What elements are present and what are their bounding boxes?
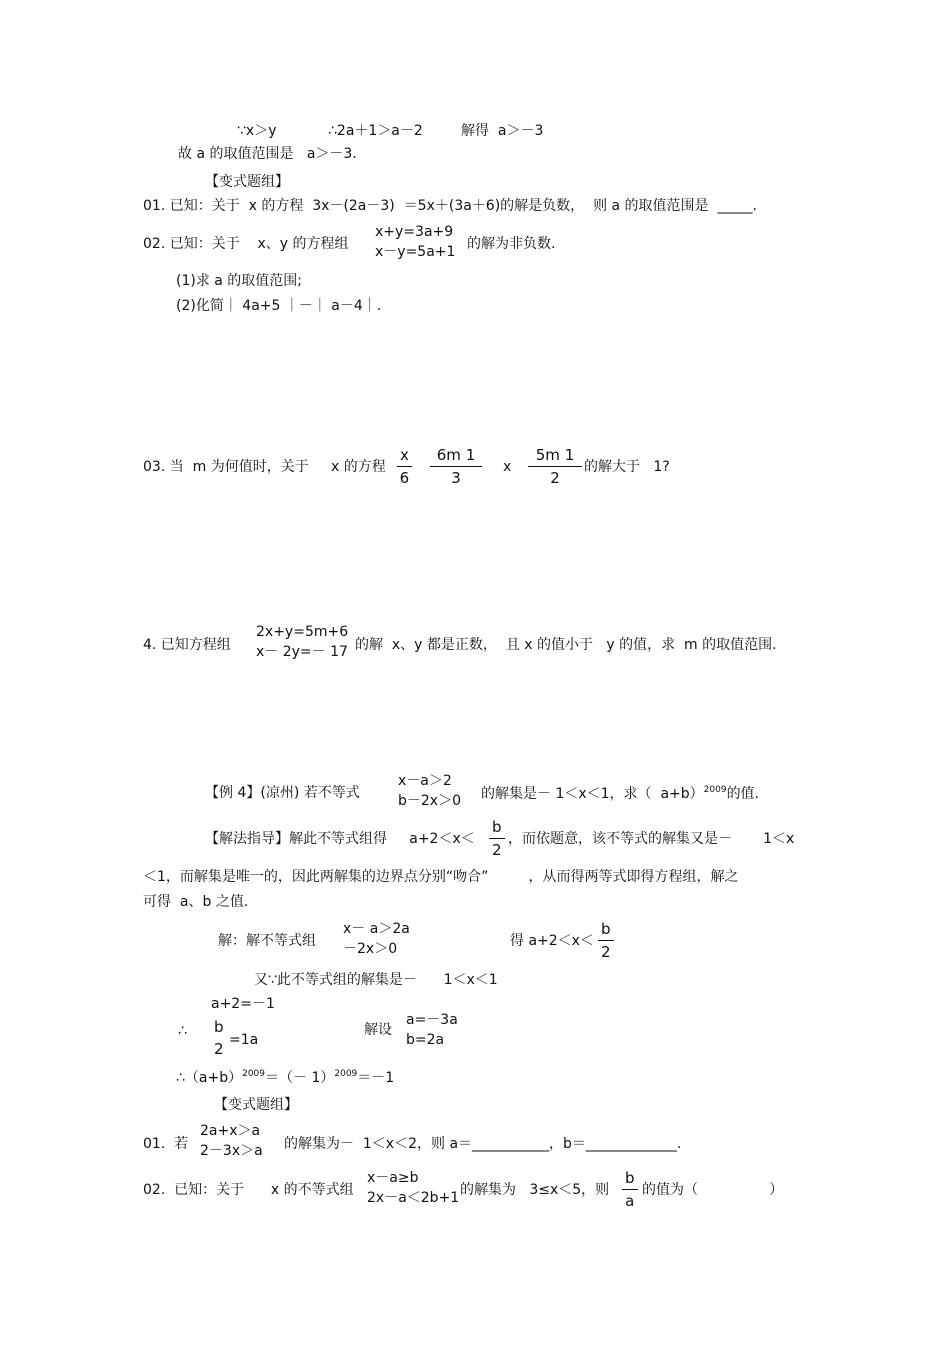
denominator: 2 <box>600 943 611 961</box>
denominator: 2 <box>491 841 502 859</box>
inequality-line: －2x＞0 <box>343 941 398 957</box>
solution-prefix: 解：解不等式组 <box>218 933 316 949</box>
exponent: 2009 <box>703 785 727 795</box>
exponent: 2009 <box>334 1069 358 1079</box>
given-line-a: ∵x＞y <box>237 123 277 139</box>
sub-question-2: (2)化简｜ 4a+5 ｜－｜ a－4｜. <box>176 298 382 314</box>
numerator: x <box>397 448 412 467</box>
therefore-symbol: ∴ <box>178 1023 187 1039</box>
equation-2-rest: =1a <box>229 1032 259 1048</box>
fraction <box>211 1020 227 1057</box>
fraction <box>430 448 482 486</box>
example-4-suffix-end: 的值. <box>726 786 760 802</box>
example-4-suffix-text: 的解集是－ 1＜x＜1，求（ a+b） <box>481 786 704 802</box>
numerator: b <box>489 820 505 839</box>
guide-line-2: ＜1，而解集是唯一的，因此两解集的边界点分别“吻合” ，从而得两等式即得方程组，解之 <box>143 869 739 885</box>
numerator: 5m 1 <box>528 448 582 467</box>
example-4-suffix <box>481 786 759 801</box>
denominator: 6 <box>399 469 410 487</box>
inequality-system <box>367 1171 459 1205</box>
denominator: 3 <box>451 469 461 487</box>
solution-result: 得 a+2＜x＜ <box>510 933 594 949</box>
inequality-system <box>398 774 461 808</box>
question-03-prefix: 03. 当 m 为何值时，关于 x 的方程 <box>143 459 386 475</box>
equation-system <box>375 225 455 259</box>
guide-line-1b: ，而依题意，该不等式的解集又是－ 1＜x <box>508 831 795 847</box>
question-04-prefix: 4. 已知方程组 <box>143 637 231 653</box>
numerator: 6m 1 <box>430 448 482 467</box>
equation-line: 2x+y=5m+6 <box>256 624 349 640</box>
given-line-b: ∴2a＋1＞a－2 <box>328 123 423 139</box>
guide-line-1a: 【解法指导】解此不等式组得 a+2＜x＜ <box>205 831 475 847</box>
fraction <box>489 820 505 858</box>
equation-system <box>256 625 348 659</box>
sub-question-1: (1)求 a 的取值范围; <box>176 273 303 289</box>
numerator: b <box>214 1018 224 1036</box>
equation-1: a+2=－1 <box>211 996 275 1012</box>
fraction <box>397 448 412 486</box>
exponent: 2009 <box>242 1069 266 1079</box>
numerator: b <box>622 1171 638 1190</box>
guide-line-3: 可得 a、b 之值. <box>143 894 249 910</box>
inequality-system <box>343 922 410 956</box>
conclusion-line: 故 a 的取值范围是 a＞－3. <box>178 146 357 162</box>
denominator: 2 <box>550 469 560 487</box>
variant-heading: 【变式题组】 <box>205 174 289 190</box>
example-4-prefix: 【例 4】(凉州) 若不等式 <box>205 785 360 801</box>
inequality-line: x－ a＞2a <box>343 921 410 937</box>
fraction <box>528 448 582 486</box>
inequality-line: x－a≥b <box>367 1170 419 1186</box>
variant2-question-01-suffix: 的解集为－ 1＜x＜2，则 a＝___________，b＝_____________. <box>284 1136 682 1152</box>
inequality-system <box>200 1124 263 1158</box>
numerator: b <box>598 922 614 941</box>
question-04-suffix: 的解 x、y 都是正数， 且 x 的值小于 y 的值，求 m 的取值范围. <box>355 637 777 653</box>
denominator: a <box>625 1192 635 1210</box>
final-text-b: ＝（－ 1） <box>265 1070 335 1086</box>
variant2-question-02-prefix: 02. 已知：关于 x 的不等式组 <box>143 1182 354 1198</box>
equation-line: x－y=5a+1 <box>375 244 456 260</box>
question-02-prefix: 02. 已知：关于 x、y 的方程组 <box>143 236 349 252</box>
given-line-c: 解得 a＞－3 <box>461 123 544 139</box>
variant-heading: 【变式题组】 <box>214 1097 298 1113</box>
variant2-question-02-mid: 的解集为 3≤x＜5，则 <box>460 1182 610 1198</box>
question-01: 01. 已知：关于 x 的方程 3x－(2a－3) ＝5x＋(3a＋6)的解是负数， 则 a 的取值范围是 _____. <box>143 198 757 214</box>
inequality-line: x－a＞2 <box>398 773 452 789</box>
inequality-line: 2x－a＜2b+1 <box>367 1190 460 1206</box>
variable-x: x <box>503 459 512 475</box>
denominator: 2 <box>213 1040 224 1058</box>
fraction <box>622 1171 638 1209</box>
inequality-line: 2a+x＞a <box>200 1123 261 1139</box>
inequality-line: 2－3x＞a <box>200 1143 263 1159</box>
solve-label: 解设 <box>364 1022 392 1038</box>
equation-line: x+y=3a+9 <box>375 224 454 240</box>
fraction <box>598 922 614 960</box>
equation-line: x－ 2y=－ 17 <box>256 644 348 660</box>
question-03-suffix: 的解大于 1? <box>584 459 670 475</box>
also-line: 又∵此不等式组的解集是－ 1＜x＜1 <box>254 972 498 988</box>
final-text-a: ∴（a+b） <box>176 1070 243 1086</box>
question-02-suffix: 的解为非负数. <box>467 236 556 252</box>
final-text-c: ＝－1 <box>357 1070 395 1086</box>
variant2-question-01-prefix: 01. 若 <box>143 1136 189 1152</box>
result-system <box>406 1013 458 1047</box>
result-line: a=－3a <box>406 1012 458 1028</box>
variant2-question-02-suffix: 的值为（ ） <box>642 1182 784 1198</box>
result-line: b=2a <box>406 1032 445 1048</box>
final-line <box>176 1070 394 1085</box>
inequality-line: b－2x＞0 <box>398 793 461 809</box>
